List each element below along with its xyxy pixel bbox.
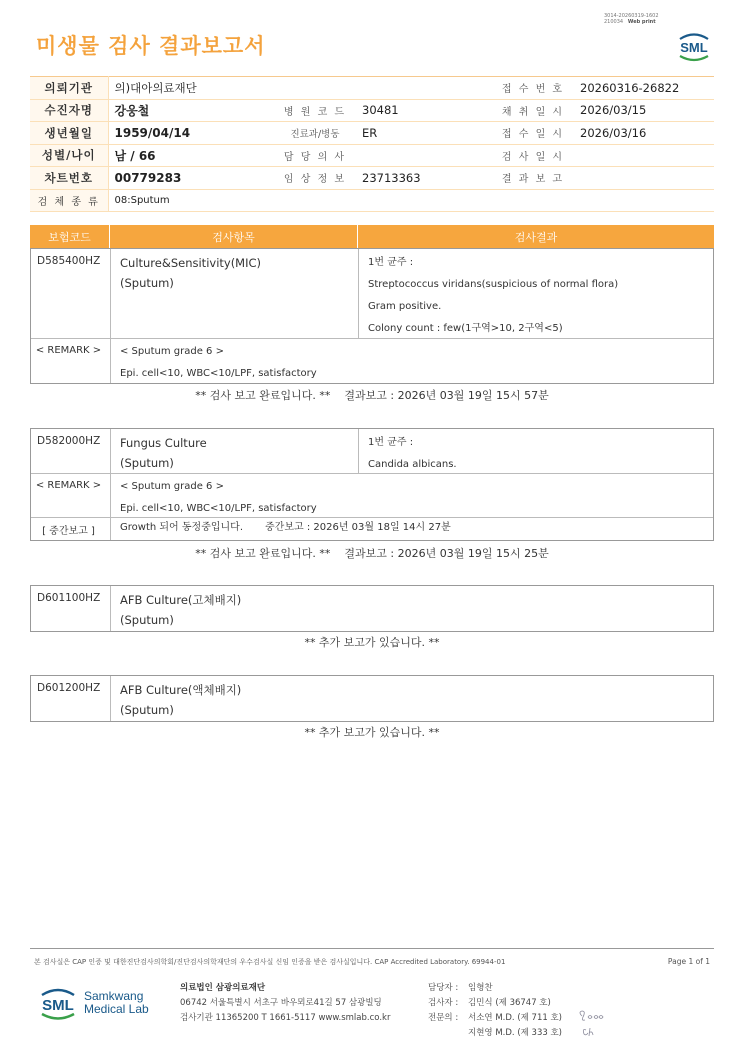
value-receipt-number: 20260316-26822 [574, 77, 714, 100]
remark-row [31, 474, 713, 518]
label-birth-date: 생년월일 [30, 122, 108, 145]
test-item-name: Culture&Sensitivity(MIC) [120, 256, 262, 270]
interim-status: Growth 되어 동정중입니다. [120, 522, 244, 533]
interim-row [31, 518, 713, 540]
test-item-name: AFB Culture(고체배지) [120, 593, 242, 607]
additional-report-note: ** 추가 보고가 있습니다. ** [304, 636, 440, 649]
results-column-header [30, 225, 714, 248]
test-note [30, 545, 714, 561]
test-item-name: AFB Culture(액체배지) [120, 683, 242, 697]
label-patient-name: 수진자명 [30, 99, 108, 122]
remark-text [111, 474, 713, 517]
result-line: Candida albicans. [368, 459, 457, 470]
value-sex-age: 남 / 66 [108, 144, 274, 167]
test-item [111, 429, 359, 473]
label-clinical-info: 임 상 정 보 [274, 167, 356, 190]
label-hospital-code: 병 원 코 드 [274, 99, 356, 122]
label-test-date: 검 사 일 시 [492, 144, 574, 167]
label-collection-date: 채 취 일 시 [492, 99, 574, 122]
interim-time: 중간보고 : 2026년 03월 18일 14시 27분 [265, 522, 451, 533]
value-result-report [574, 167, 714, 190]
staff-line: 검사자 : 김민식 (제 36747 호) [428, 998, 551, 1008]
test-note [30, 387, 714, 403]
test-item-name: Fungus Culture [120, 436, 207, 450]
value-specimen-type: 08:Sputum [108, 189, 714, 212]
test-code: D582000HZ [31, 429, 111, 473]
test-row [31, 429, 713, 474]
result-line: Streptococcus viridans(suspicious of normal flora) [368, 279, 619, 290]
label-sex-age: 성별/나이 [30, 144, 108, 167]
test-item [111, 586, 713, 631]
patient-info-table [30, 76, 714, 212]
remark-line: Epi. cell<10, WBC<10/LPF, satisfactory [120, 367, 317, 379]
interim-text [111, 518, 713, 540]
value-department: ER [356, 122, 492, 145]
value-patient-name: 강웅철 [108, 99, 274, 122]
interim-label: [ 중간보고 ] [31, 518, 111, 540]
value-hospital-code: 30481 [356, 99, 492, 122]
staff-line: 전문의 : 서소연 M.D. (제 711 호) [428, 1013, 563, 1023]
column-test-item: 검사항목 [110, 225, 358, 248]
label-physician: 담 당 의 사 [274, 144, 356, 167]
test-code: D601100HZ [31, 586, 111, 631]
test-block-afb-liquid [30, 675, 714, 722]
test-code: D585400HZ [31, 249, 111, 338]
org-contact: 검사기관 11365200 T 1661-5117 www.smlab.co.kr [180, 1013, 391, 1023]
column-insurance-code: 보험코드 [30, 225, 110, 248]
value-physician [356, 144, 492, 167]
samkwang-logo [36, 980, 156, 1026]
page-title: 미생물 검사 결과보고서 [36, 34, 266, 58]
report-complete-note: ** 검사 보고 완료입니다. ** [195, 547, 331, 560]
test-result [359, 249, 713, 338]
svg-text:SML: SML [680, 40, 708, 55]
handwritten-signature-icon [576, 1008, 610, 1040]
logo-wordmark: Samkwang Medical Lab [84, 989, 149, 1016]
additional-report-note: ** 추가 보고가 있습니다. ** [304, 726, 440, 739]
result-line: 1번 균주 : [368, 257, 414, 268]
organization-info [180, 981, 390, 1026]
sml-logo-icon [36, 983, 80, 1023]
value-test-date [574, 144, 714, 167]
value-clinical-info: 23713363 [356, 167, 492, 190]
result-line: 1번 균주 : [368, 437, 414, 448]
remark-label: < REMARK > [31, 339, 111, 383]
value-collection-date: 2026/03/15 [574, 99, 714, 122]
patient-row [30, 99, 714, 122]
patient-row [30, 122, 714, 145]
remark-line: < Sputum grade 6 > [120, 481, 224, 492]
staff-info [428, 981, 562, 1041]
print-id-line1: 3014-20260319-1602 [604, 13, 659, 19]
value-chart-number: 00779283 [108, 167, 274, 190]
test-result [359, 429, 713, 473]
patient-row [30, 189, 714, 212]
test-item [111, 249, 359, 338]
sml-top-logo-icon [674, 28, 714, 64]
label-department: 진료과/병동 [274, 122, 356, 145]
patient-row [30, 77, 714, 100]
org-name: 의료법인 삼광의료재단 [180, 983, 266, 993]
label-receipt-number: 접 수 번 호 [492, 77, 574, 100]
test-row [31, 676, 713, 721]
result-line: Colony count : few(1구역>10, 2구역<5) [368, 323, 563, 334]
patient-row [30, 144, 714, 167]
label-result-report: 결 과 보 고 [492, 167, 574, 190]
print-id-line2: 210034 Web print [604, 19, 656, 25]
remark-line: < Sputum grade 6 > [120, 346, 224, 357]
test-item-specimen: (Sputum) [120, 613, 174, 627]
svg-text:SML: SML [42, 997, 74, 1014]
test-row [31, 249, 713, 339]
remark-label: < REMARK > [31, 474, 111, 517]
label-chart-number: 차트번호 [30, 167, 108, 190]
report-time-note: 결과보고 : 2026년 03월 19일 15시 25분 [344, 547, 549, 560]
test-row [31, 586, 713, 631]
remark-row [31, 339, 713, 383]
test-item-specimen: (Sputum) [120, 456, 174, 470]
test-item-specimen: (Sputum) [120, 703, 174, 717]
test-item-specimen: (Sputum) [120, 276, 174, 290]
column-test-result: 검사결과 [514, 230, 558, 244]
page-number: Page 1 of 1 [667, 957, 710, 966]
test-item [111, 676, 713, 721]
report-time-note: 결과보고 : 2026년 03월 19일 15시 57분 [344, 389, 549, 402]
test-code: D601200HZ [31, 676, 111, 721]
patient-row [30, 167, 714, 190]
test-block-afb-solid [30, 585, 714, 632]
remark-text [111, 339, 713, 383]
label-receipt-date: 접 수 일 시 [492, 122, 574, 145]
org-address: 06742 서울특별시 서초구 바우뫼로41길 57 삼광빌딩 [180, 998, 382, 1008]
value-birth-date: 1959/04/14 [108, 122, 274, 145]
value-receipt-date: 2026/03/16 [574, 122, 714, 145]
staff-line: 지현영 M.D. (제 333 호) [468, 1028, 563, 1038]
label-specimen-type: 검 체 종 류 [30, 189, 108, 212]
remark-line: Epi. cell<10, WBC<10/LPF, satisfactory [120, 502, 317, 514]
print-id [604, 13, 659, 25]
staff-line: 담당자 : 임형찬 [428, 983, 493, 993]
certification-text: 본 검사실은 CAP 인증 및 대한진단검사의학회/진단검사의학재단의 우수검사실 신임 인증을 받은 검사실입니다. CAP Accredited Laboratory. 69944-01 [34, 958, 506, 966]
result-line: Gram positive. [368, 301, 442, 312]
report-complete-note: ** 검사 보고 완료입니다. ** [195, 389, 331, 402]
test-block-culture-sensitivity [30, 248, 714, 384]
test-block-fungus-culture [30, 428, 714, 541]
label-requesting-org: 의뢰기관 [30, 77, 108, 100]
value-requesting-org: 의)대아의료재단 [108, 77, 492, 100]
footer-divider [30, 948, 714, 949]
